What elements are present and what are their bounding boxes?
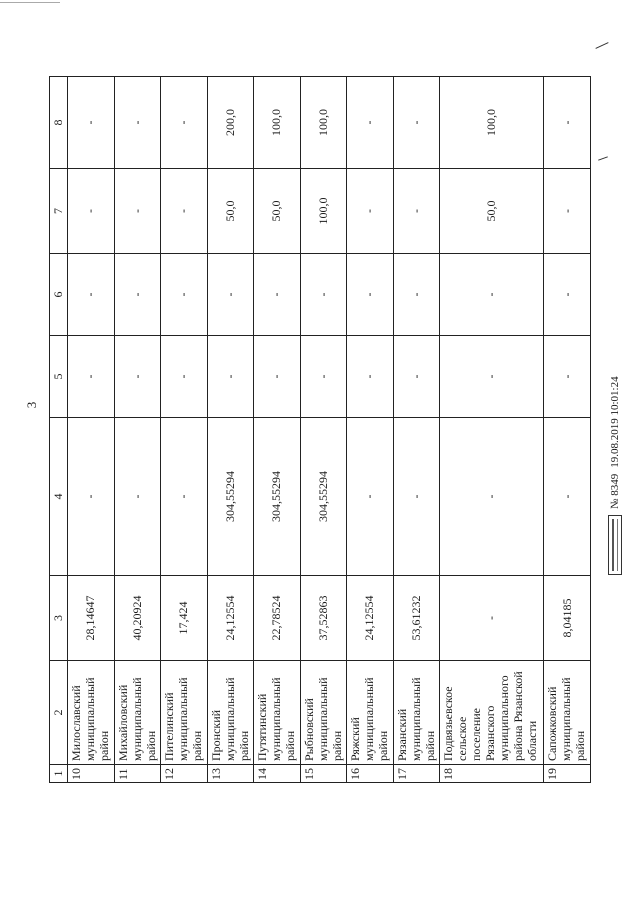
cell-col4: -: [161, 418, 208, 576]
barcode-stamp-icon: [608, 515, 622, 575]
cell-col4: -: [440, 418, 544, 576]
cell-col6: -: [393, 254, 440, 336]
district-name: Ряжский муниципальный район: [347, 661, 394, 765]
row-number: 13: [207, 765, 254, 783]
cell-col4: 304,55294: [254, 418, 301, 576]
cell-col3: 8,04185: [544, 576, 591, 661]
scan-mark: [595, 42, 608, 49]
cell-col8: -: [114, 77, 161, 169]
cell-col4: -: [393, 418, 440, 576]
document-number: № 8349: [609, 473, 621, 509]
row-number: 12: [161, 765, 208, 783]
table-row: [300, 77, 347, 783]
registration-footer: [608, 315, 622, 575]
cell-col4: -: [114, 418, 161, 576]
cell-col7: -: [393, 169, 440, 254]
scan-mark: [0, 2, 60, 3]
row-number: 14: [254, 765, 301, 783]
row-number: 17: [393, 765, 440, 783]
cell-col8: -: [68, 77, 115, 169]
cell-col7: -: [347, 169, 394, 254]
header-cell: 2: [50, 661, 68, 765]
header-cell: 8: [50, 77, 68, 169]
cell-col4: 304,55294: [207, 418, 254, 576]
cell-col4: -: [544, 418, 591, 576]
table-row: [347, 77, 394, 783]
cell-col3: 37,52863: [300, 576, 347, 661]
cell-col8: 200,0: [207, 77, 254, 169]
cell-col7: 50,0: [254, 169, 301, 254]
cell-col6: -: [544, 254, 591, 336]
header-cell: 5: [50, 336, 68, 418]
row-number: 16: [347, 765, 394, 783]
cell-col5: -: [393, 336, 440, 418]
cell-col5: -: [544, 336, 591, 418]
cell-col7: 50,0: [207, 169, 254, 254]
cell-col8: -: [161, 77, 208, 169]
cell-col6: -: [68, 254, 115, 336]
cell-col3: -: [440, 576, 544, 661]
cell-col6: -: [300, 254, 347, 336]
data-table: [49, 76, 591, 783]
cell-col3: 53,61232: [393, 576, 440, 661]
cell-col6: -: [347, 254, 394, 336]
cell-col6: -: [207, 254, 254, 336]
scan-mark: [598, 156, 608, 160]
cell-col7: 50,0: [440, 169, 544, 254]
table-row: [68, 77, 115, 783]
cell-col3: 22,78524: [254, 576, 301, 661]
table-row: [544, 77, 591, 783]
header-cell: 1: [50, 765, 68, 783]
table-row: [207, 77, 254, 783]
district-name: Рыбновский муниципальный район: [300, 661, 347, 765]
cell-col4: 304,55294: [300, 418, 347, 576]
table-row: [393, 77, 440, 783]
header-cell: 6: [50, 254, 68, 336]
cell-col5: -: [207, 336, 254, 418]
cell-col4: -: [347, 418, 394, 576]
timestamp: 19.08.2019 10:01:24: [609, 376, 621, 468]
cell-col5: -: [161, 336, 208, 418]
cell-col5: -: [347, 336, 394, 418]
table-row: [440, 77, 544, 783]
row-number: 18: [440, 765, 544, 783]
cell-col7: 100,0: [300, 169, 347, 254]
table-header-row: [50, 77, 68, 783]
district-name: Пителинский муниципальный район: [161, 661, 208, 765]
row-number: 15: [300, 765, 347, 783]
cell-col3: 40,20924: [114, 576, 161, 661]
cell-col8: 100,0: [440, 77, 544, 169]
cell-col3: 24,12554: [347, 576, 394, 661]
header-cell: 4: [50, 418, 68, 576]
district-name: Подвязьевское сельское поселение Рязанского муниципального района Рязанской области: [440, 661, 544, 765]
cell-col8: 100,0: [254, 77, 301, 169]
cell-col7: -: [114, 169, 161, 254]
table-row: [114, 77, 161, 783]
district-name: Пронский муниципальный район: [207, 661, 254, 765]
cell-col7: -: [161, 169, 208, 254]
cell-col8: -: [347, 77, 394, 169]
cell-col6: -: [161, 254, 208, 336]
cell-col4: -: [68, 418, 115, 576]
row-number: 10: [68, 765, 115, 783]
cell-col6: -: [440, 254, 544, 336]
header-cell: 7: [50, 169, 68, 254]
cell-col3: 17,424: [161, 576, 208, 661]
header-cell: 3: [50, 576, 68, 661]
cell-col5: -: [254, 336, 301, 418]
cell-col3: 28,14647: [68, 576, 115, 661]
cell-col6: -: [114, 254, 161, 336]
district-name: Милославский муниципальный район: [68, 661, 115, 765]
page-number: 3: [24, 401, 39, 409]
district-name: Рязанский муниципальный район: [393, 661, 440, 765]
rotated-table-container: [49, 77, 591, 783]
cell-col7: -: [68, 169, 115, 254]
cell-col7: -: [544, 169, 591, 254]
table-row: [161, 77, 208, 783]
row-number: 19: [544, 765, 591, 783]
cell-col5: -: [68, 336, 115, 418]
cell-col8: 100,0: [300, 77, 347, 169]
district-name: Михайловский муниципальный район: [114, 661, 161, 765]
cell-col3: 24,12554: [207, 576, 254, 661]
district-name: Путятинский муниципальный район: [254, 661, 301, 765]
cell-col5: -: [440, 336, 544, 418]
row-number: 11: [114, 765, 161, 783]
cell-col6: -: [254, 254, 301, 336]
district-name: Сапожковский муниципальный район: [544, 661, 591, 765]
cell-col8: -: [393, 77, 440, 169]
cell-col8: -: [544, 77, 591, 169]
cell-col5: -: [300, 336, 347, 418]
cell-col5: -: [114, 336, 161, 418]
table-row: [254, 77, 301, 783]
